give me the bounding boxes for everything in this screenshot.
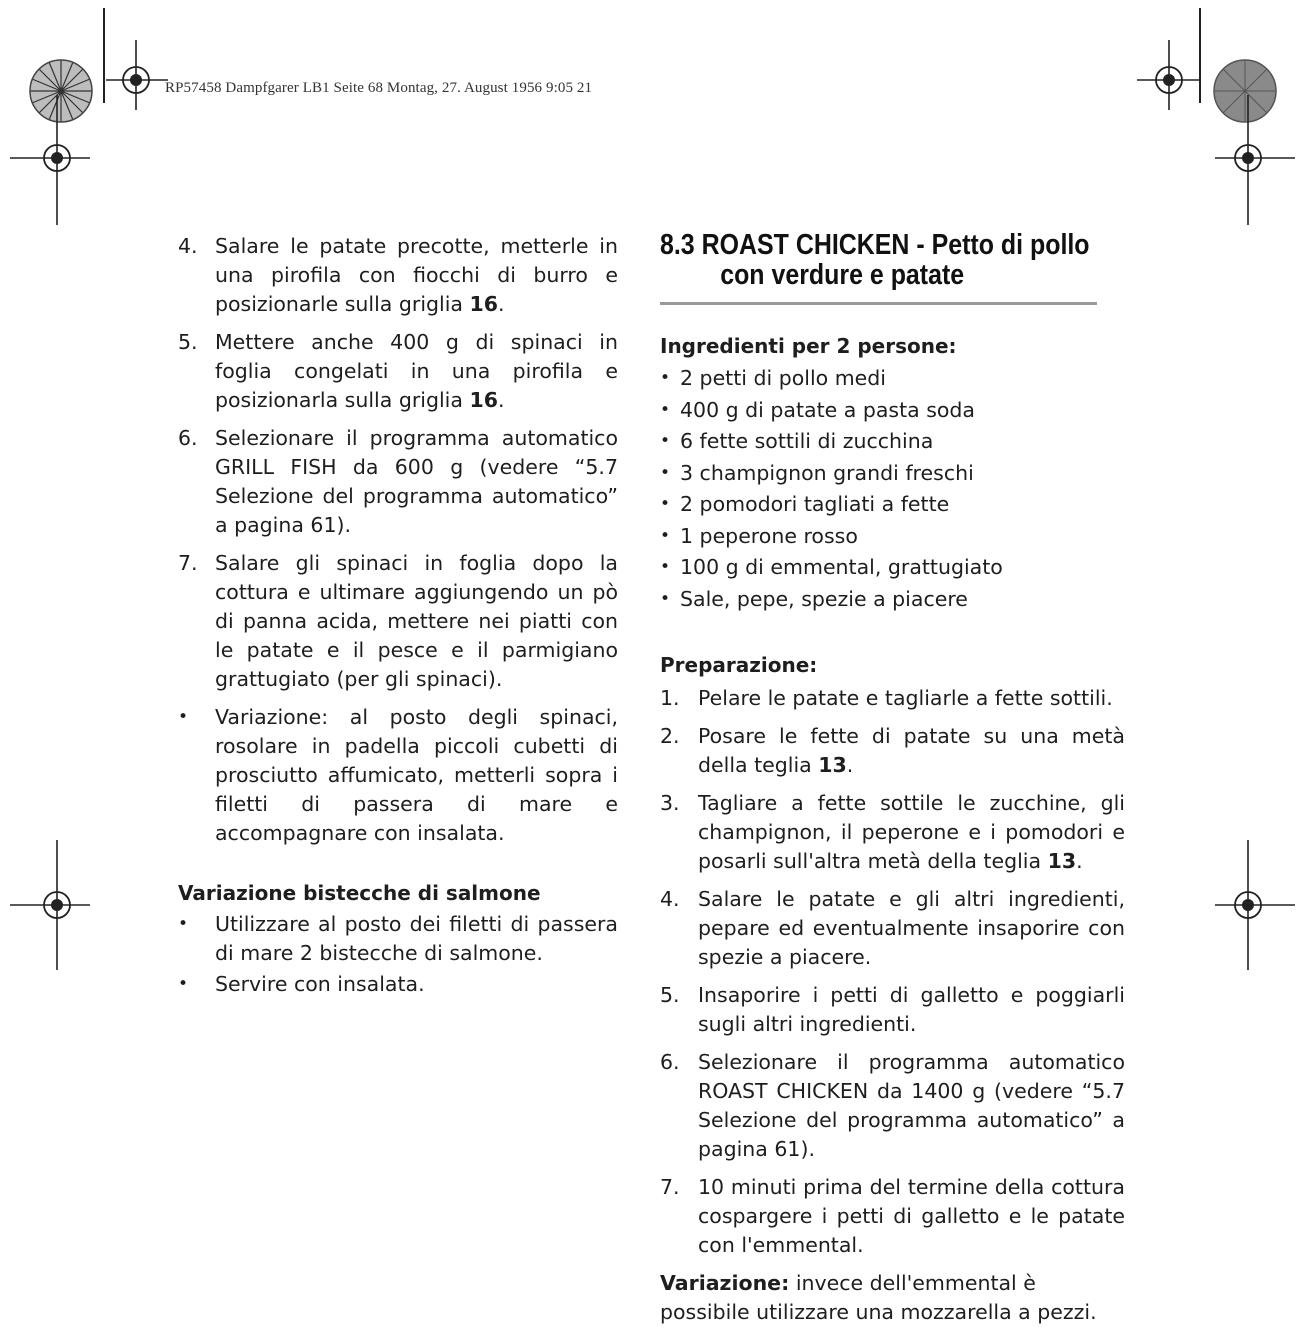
list-item-text: 2 petti di pollo medi <box>680 366 886 390</box>
step-number: 2. <box>660 724 680 748</box>
step-tail: . <box>846 753 854 777</box>
step-text: Salare le patate precotte, metterle in una pirofila con fiocchi di burro e posizionarle sulla griglia <box>215 234 618 316</box>
list-item-text: Sale, pepe, spezie a piacere <box>680 586 968 611</box>
step-tail: . <box>498 388 505 412</box>
step-item <box>178 549 618 694</box>
list-item <box>660 426 1125 458</box>
bullet-dot: • <box>178 914 189 934</box>
crosshair-left-middle-icon <box>10 840 90 970</box>
list-item <box>178 910 618 968</box>
step-item <box>660 1173 1125 1260</box>
section-title-line2: con verdure e patate <box>720 259 965 291</box>
step-text: Posare le fette di patate su una metà della teglia <box>698 724 1125 777</box>
bullet-dot: • <box>660 462 671 483</box>
crosshair-right-upper-icon <box>1215 95 1295 225</box>
variation-bullet <box>178 703 618 848</box>
list-item-text: Servire con insalata. <box>215 972 425 996</box>
list-item <box>660 363 1125 395</box>
step-ref-number: 16 <box>469 292 499 316</box>
bullet-dot: • <box>660 494 671 514</box>
trim-line-left <box>103 8 105 103</box>
step-text: Selezionare il programma automatico GRILL FISH da 600 g (vedere “5.7 Selezione del programma automatico” a pagina 61). <box>215 426 618 537</box>
bullet-dot: • <box>178 707 189 727</box>
step-number: 5. <box>660 983 680 1007</box>
list-item <box>660 521 1125 553</box>
step-item <box>660 981 1125 1039</box>
prep-steps-list <box>660 684 1125 1260</box>
variation-label: Variazione: <box>660 1271 790 1295</box>
bullet-dot: • <box>660 557 671 577</box>
bullet-dot: • <box>660 588 671 609</box>
section-rule <box>660 302 1097 305</box>
crosshair-right-middle-icon <box>1215 840 1295 970</box>
list-item-text: 2 pomodori tagliati a fette <box>680 492 950 516</box>
step-number: 5. <box>178 330 198 354</box>
salmon-heading: Variazione bistecche di salmone <box>178 881 541 905</box>
step-item <box>660 684 1125 713</box>
prep-heading: Preparazione: <box>660 653 818 677</box>
step-item <box>660 885 1125 972</box>
step-item <box>660 789 1125 876</box>
step-ref-number: 13 <box>818 753 847 777</box>
step-text: Insaporire i petti di galletto e poggiarli sugli altri ingredienti. <box>698 983 1125 1036</box>
list-item-text: 3 champignon grandi freschi <box>680 460 974 485</box>
ingredients-heading: Ingredienti per 2 persone: <box>660 334 957 358</box>
step-item <box>178 232 618 319</box>
list-item-text: 1 peperone rosso <box>680 523 858 548</box>
salmon-list <box>178 910 618 999</box>
list-item <box>660 584 1125 616</box>
trim-line-right <box>1199 8 1201 103</box>
list-item <box>660 552 1125 584</box>
list-item <box>178 970 618 999</box>
step-item <box>178 328 618 415</box>
print-slug: RP57458 Dampfgarer LB1 Seite 68 Montag, 27. August 1956 9:05 21 <box>165 80 593 96</box>
step-text: Salare gli spinaci in foglia dopo la cottura e ultimare aggiungendo un pò di panna acida, mettere nei piatti con le patate e il pesce e il parmigiano grattugiato (per gli spinaci). <box>215 551 618 691</box>
right-column <box>660 230 1125 1327</box>
section-title-line1: 8.3 ROAST CHICKEN - Petto di pollo <box>660 229 1090 261</box>
step-tail: . <box>498 292 505 316</box>
step-tail: . <box>1076 849 1083 873</box>
step-number: 7. <box>660 1175 680 1199</box>
list-item-text: 6 fette sottili di zucchina <box>680 429 934 453</box>
variation-text: Variazione: al posto degli spinaci, rosolare in padella piccoli cubetti di prosciutto affumicato, metterli sopra i filetti di passera di mare e accompagnare con insalata. <box>215 705 618 845</box>
step-text: Pelare le patate e tagliarle a fette sottili. <box>698 686 1113 710</box>
step-number: 1. <box>660 686 680 710</box>
section-title <box>660 230 1107 290</box>
ingredients-list <box>660 363 1125 615</box>
bullet-dot: • <box>660 525 671 546</box>
left-column <box>178 232 618 1001</box>
step-number: 6. <box>660 1050 680 1074</box>
crosshair-top-left-icon <box>106 40 168 110</box>
bullet-dot: • <box>178 974 189 994</box>
step-number: 3. <box>660 791 680 815</box>
step-number: 4. <box>660 887 680 911</box>
crosshair-top-right-icon <box>1137 40 1199 110</box>
step-number: 7. <box>178 551 198 575</box>
list-item-text: 100 g di emmental, grattugiato <box>680 555 1003 579</box>
step-text: 10 minuti prima del termine della cottura cospargere i petti di galletto e le patate con l'emmental. <box>698 1175 1125 1257</box>
variation-note-text: invece dell'emmental è possibile utilizzare una mozzarella a pezzi. <box>660 1271 1097 1324</box>
bullet-dot: • <box>660 399 671 420</box>
step-text: Salare le patate e gli altri ingredienti, pepare ed eventualmente insaporire con spezie a piacere. <box>698 887 1125 969</box>
list-item <box>660 458 1125 490</box>
list-item <box>660 395 1125 427</box>
variation-note <box>660 1269 1125 1327</box>
step-number: 6. <box>178 426 198 450</box>
left-steps-list <box>178 232 618 694</box>
list-item-text: Utilizzare al posto dei filetti di passera di mare 2 bistecche di salmone. <box>215 912 618 965</box>
step-text: Tagliare a fette sottile le zucchine, gli champignon, il peperone e i pomodori e posarli sull'altra metà della teglia <box>698 791 1125 873</box>
crosshair-left-upper-icon <box>10 95 90 225</box>
step-text: Mettere anche 400 g di spinaci in foglia congelati in una pirofila e posizionarla sulla griglia <box>215 330 618 412</box>
step-text: Selezionare il programma automatico ROAST CHICKEN da 1400 g (vedere “5.7 Selezione del programma automatico” a pagina 61). <box>698 1050 1125 1161</box>
step-item <box>660 1048 1125 1164</box>
step-ref-number: 16 <box>469 388 498 412</box>
bullet-dot: • <box>660 368 671 388</box>
step-item <box>178 424 618 540</box>
step-ref-number: 13 <box>1047 849 1077 873</box>
step-item <box>660 722 1125 780</box>
bullet-dot: • <box>660 431 671 451</box>
list-item-text: 400 g di patate a pasta soda <box>680 397 975 422</box>
list-item <box>660 489 1125 521</box>
step-number: 4. <box>178 234 198 258</box>
